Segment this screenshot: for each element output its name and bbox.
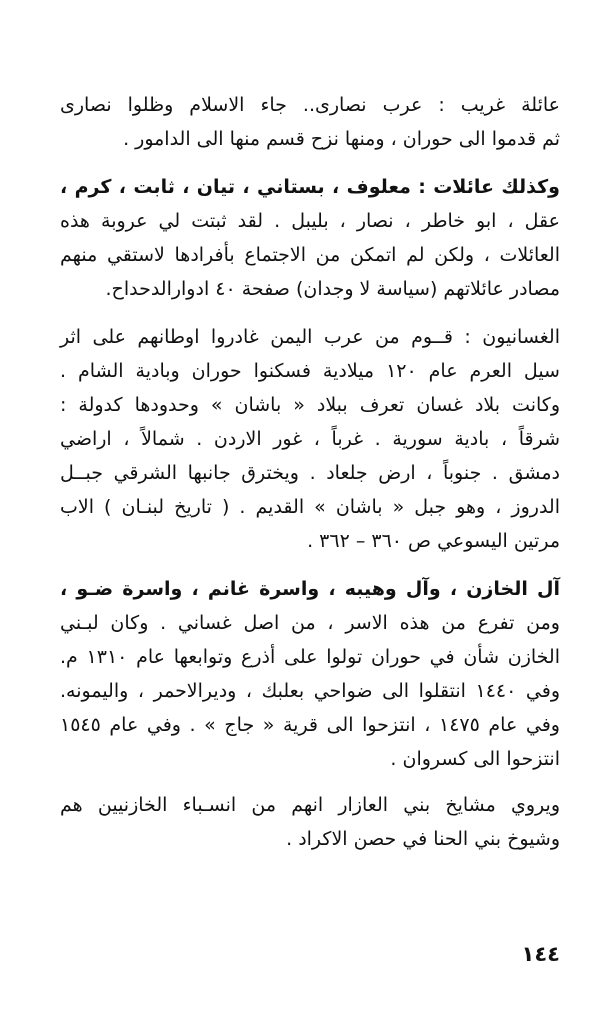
text-line: ثم قدموا الى حوران ، ومنها نزح قسم منها الى الدامور . <box>123 128 560 150</box>
paragraph-spacer <box>60 776 560 788</box>
paragraph-azar <box>60 788 560 856</box>
text-line: مصادر عائلاتهم (سياسة لا وجدان) صفحة ٤٠ ادوارالدحداح. <box>105 278 560 300</box>
text-line: الدروز ، وهو جبل « باشان » القديم . ( تاريخ لبنـان ) الاب <box>60 496 560 518</box>
text-line: مرتين اليسوعي ص ٣٦٠ – ٣٦٢ . <box>307 530 560 552</box>
text-line: وشيوخ بني الحنا في حصن الاكراد . <box>286 828 560 850</box>
text-line: آل الخازن ، وآل وهيبه ، واسرة غانم ، واسرة ضـو ، <box>60 578 560 600</box>
text-line: سيل العرم عام ١٢٠ ميلادية فسكنوا حوران وبادية الشام . <box>60 360 560 382</box>
paragraph-gharib <box>60 88 560 156</box>
text-line: ويروي مشايخ بني العازار انهم من انسـباء الخازنيين هم <box>60 794 560 816</box>
paragraph-ghassanids <box>60 320 560 558</box>
text-line: الخازن شأن في حوران تولوا على أذرع وتوابعها عام ١٣١٠ م. <box>60 646 560 668</box>
page-body <box>60 88 560 856</box>
paragraph-spacer <box>60 306 560 320</box>
text-line: وفي ١٤٤٠ انتقلوا الى ضواحي بعلبك ، وديرالاحمر ، واليمونه. <box>60 680 560 702</box>
text-line: عائلة غريب : عرب نصارى.. جاء الاسلام وظلوا نصارى <box>60 94 560 116</box>
paragraph-khazen <box>60 572 560 776</box>
paragraph-families <box>60 170 560 306</box>
text-line: وكانت بلاد غسان تعرف ببلاد « باشان » وحدودها كدولة : <box>60 394 560 416</box>
text-line: العائلات ، ولكن لم اتمكن من الاجتماع بأفرادها لاستقي منهم <box>60 244 560 266</box>
paragraph-spacer <box>60 558 560 572</box>
text-line: شرقاً ، بادية سورية . غرباً ، غور الاردن . شمالاً ، اراضي <box>60 428 560 450</box>
page-number: ١٤٤ <box>521 942 560 966</box>
text-line: عقل ، ابو خاطر ، نصار ، بليبل . لقد ثبتت لي عروبة هذه <box>60 210 560 232</box>
text-line: انتزحوا الى كسروان . <box>390 748 560 770</box>
text-line: الغسانيون : قــوم من عرب اليمن غادروا اوطانهم على اثر <box>60 326 560 348</box>
text-line: ومن تفرع من هذه الاسر ، من اصل غساني . وكان لبـني <box>60 612 560 634</box>
text-line: وكذلك عائلات : معلوف ، بستاني ، تيان ، ثابت ، كرم ، <box>60 176 560 198</box>
text-line: دمشق . جنوباً ، ارض جلعاد . ويخترق جانبها الشرقي جبــل <box>60 462 560 484</box>
paragraph-spacer <box>60 156 560 170</box>
text-line: وفي عام ١٤٧٥ ، انتزحوا الى قرية « جاج » . وفي عام ١٥٤٥ <box>60 714 560 736</box>
